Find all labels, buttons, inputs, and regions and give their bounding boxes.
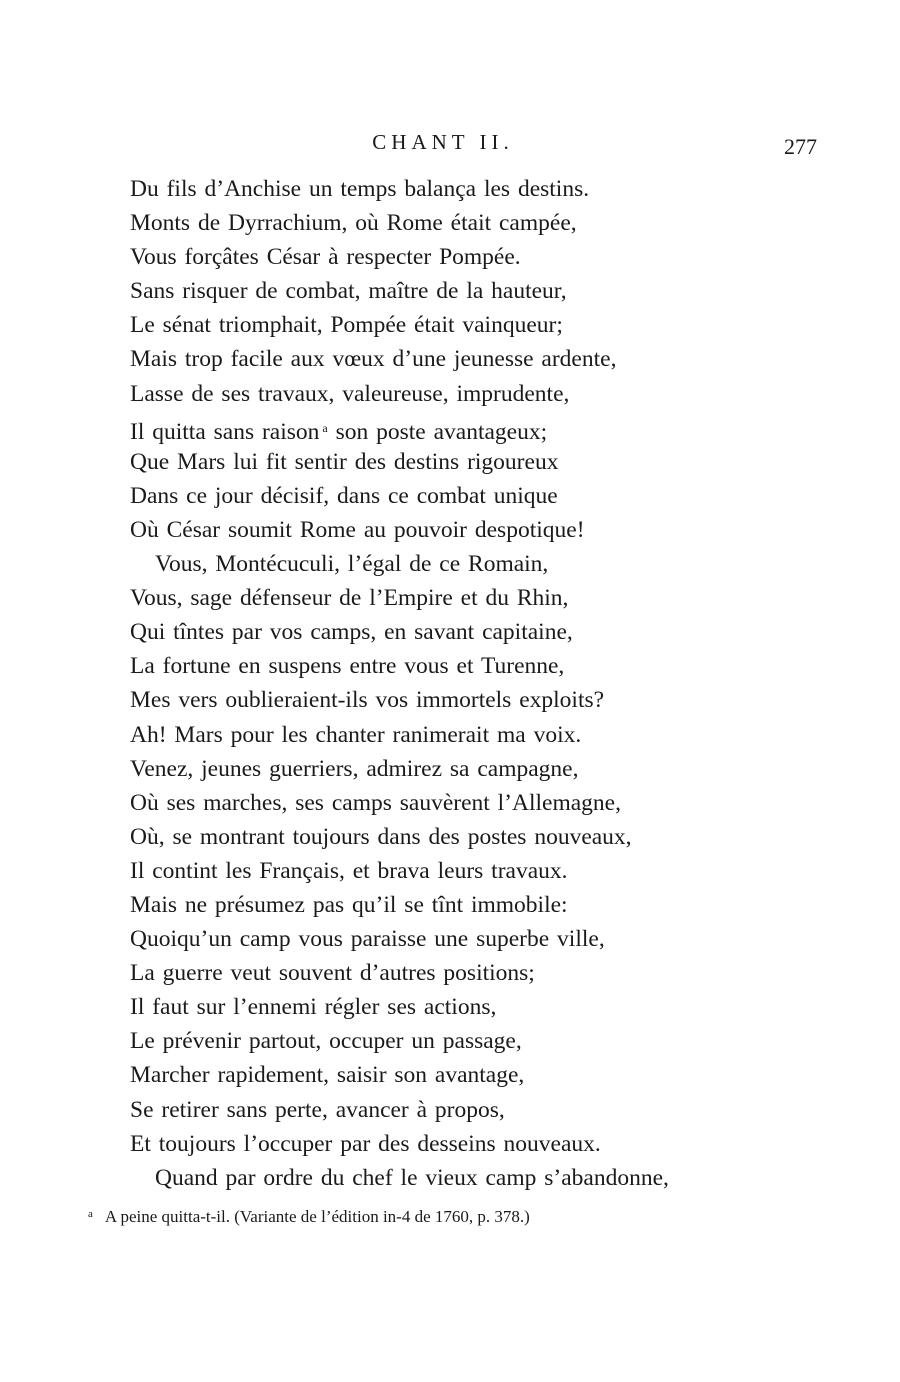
verse-text: Sans risquer de combat, maître de la hauteur, [130,278,567,305]
verse-text: Mais ne présumez pas qu’il se tînt immobile: [130,891,568,918]
footnote [88,1207,530,1227]
page-number: 277 [784,134,817,159]
verse-line [130,752,830,786]
verse-text: Monts de Dyrrachium, où Rome était campée, [130,210,577,237]
verse-text: Vous, Montécuculi, l’égal de ce Romain, [155,551,549,578]
footnote-text: A peine quitta-t-il. (Variante de l’édition in-4 de 1760, p. 378.) [104,1207,530,1226]
verse-text: Ah! Mars pour les chanter ranimerait ma voix. [130,721,582,748]
verse-text: Quand par ordre du chef le vieux camp s’abandonne, [155,1164,669,1191]
verse-text: Il quitta sans raison [130,418,320,445]
verse-text: Lasse de ses travaux, valeureuse, imprudente, [130,380,570,407]
verse-line [130,581,830,615]
verse-line [130,308,830,342]
verse-text: Vous forçâtes César à respecter Pompée. [130,244,521,271]
verse-text: Mes vers oublieraient-ils vos immortels exploits? [130,687,605,714]
verse-line [130,649,830,683]
poem-body [130,172,830,1195]
verse-text: Le prévenir partout, occuper un passage, [130,1028,522,1055]
verse-text: Marcher rapidement, saisir son avantage, [130,1062,525,1089]
verse-text: Où César soumit Rome au pouvoir despotique! [130,516,585,543]
verse-text: Que Mars lui fit sentir des destins rigoureux [130,448,559,475]
verse-line [130,1093,830,1127]
verse-text: Il contint les Français, et brava leurs travaux. [130,857,568,884]
verse-line [130,411,830,445]
verse-line [130,479,830,513]
verse-line [130,786,830,820]
verse-line [130,854,830,888]
verse-line [130,342,830,376]
verse-text: La guerre veut souvent d’autres positions; [130,960,535,987]
running-title: CHANT II. [372,130,514,154]
verse-line [130,683,830,717]
verse-text: Il faut sur l’ennemi régler ses actions, [130,994,497,1021]
verse-line [130,274,830,308]
verse-line [130,206,830,240]
verse-text: Où ses marches, ses camps sauvèrent l’Allemagne, [130,789,621,816]
verse-text: Mais trop facile aux vœux d’une jeunesse ardente, [130,346,617,373]
verse-text: Quoiqu’un camp vous paraisse une superbe ville, [130,926,605,953]
verse-text: Le sénat triomphait, Pompée était vainqueur; [130,312,563,339]
verse-line [130,615,830,649]
verse-text: Se retirer sans perte, avancer à propos, [130,1096,505,1123]
verse-text: Du fils d’Anchise un temps balança les destins. [130,176,590,202]
verse-line [130,1127,830,1161]
verse-text: La fortune en suspens entre vous et Turenne, [130,653,565,680]
verse-line [130,445,830,479]
footnote-mark: a [88,1208,93,1220]
verse-text: Qui tîntes par vos camps, en savant capitaine, [130,619,573,646]
verse-text: Et toujours l’occuper par des desseins nouveaux. [130,1130,601,1157]
verse-line [130,888,830,922]
verse-line [130,956,830,990]
verse-line [130,990,830,1024]
verse-text-continued: son poste avantageux; [327,418,548,445]
verse-line [130,820,830,854]
verse-text: Dans ce jour décisif, dans ce combat unique [130,482,558,509]
verse-line [130,240,830,274]
verse-line [130,1058,830,1092]
page-header [0,128,900,160]
verse-line [130,547,830,581]
footnote-reference: a [322,420,328,435]
verse-line [130,1161,830,1195]
verse-line [130,513,830,547]
verse-line [130,1024,830,1058]
verse-text: Où, se montrant toujours dans des postes nouveaux, [130,823,632,850]
verse-text: Venez, jeunes guerriers, admirez sa campagne, [130,755,579,782]
verse-line [130,718,830,752]
verse-line [130,922,830,956]
verse-line [130,172,830,206]
verse-text: Vous, sage défenseur de l’Empire et du Rhin, [130,585,569,612]
verse-line [130,377,830,411]
